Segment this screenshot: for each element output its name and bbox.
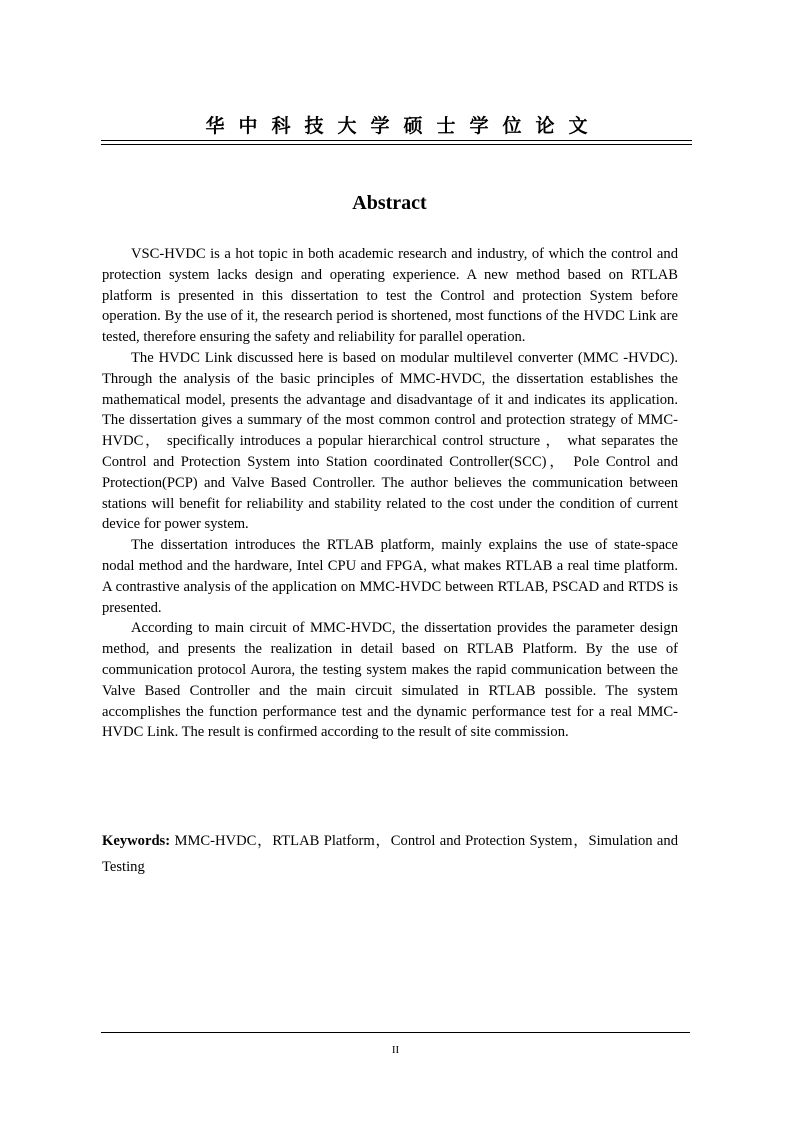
abstract-paragraph-2: The HVDC Link discussed here is based on modular multilevel converter (MMC -HVDC). Through the analysis of the basic principles of MMC-HVDC, the dissertation establishes the mathematical model, presents the advantage and disadvantage of it and indicates its application. The dissertation gives a summary of the most common control and protection strategy of MMC-HVDC， specifically introduces a popular hierarchical control structure ， what separates the Control and Protection System into Station coordinated Controller(SCC)， Pole Control and Protection(PCP) and Valve Based Controller. The author believes the communication between stations will benefit for reliability and stability related to the cost under the condition of current device for power system.: [102, 349, 678, 533]
header-rule-thick: [101, 140, 692, 141]
abstract-heading: Abstract: [352, 192, 427, 214]
running-header: 华中科技大学硕士学位论文: [205, 115, 602, 137]
abstract-paragraph-4: According to main circuit of MMC-HVDC, the dissertation provides the parameter design method, and presents the realization in detail based on RTLAB Platform. By the use of communication protocol Aurora, the testing system makes the rapid communication between the Valve Based Controller and the main circuit simulated in RTLAB possible. The system accomplishes the function performance test and the dynamic performance test for a real MMC-HVDC Link. The result is confirmed according to the result of site commission.: [102, 620, 678, 741]
header-rule-thin: [101, 144, 692, 145]
abstract-paragraph-1: VSC-HVDC is a hot topic in both academic research and industry, of which the control and protection system lacks design and operating experience. A new method based on RTLAB platform is presented in this dissertation to test the Control and protection System before operation. By the use of it, the research period is shortened, most functions of the HVDC Link are tested, therefore ensuring the safety and reliability for parallel operation.: [102, 246, 678, 346]
footer-rule: [101, 1032, 690, 1033]
abstract-body: [102, 244, 678, 743]
keywords-text: MMC-HVDC，RTLAB Platform，Control and Protection System，Simulation and Testing: [102, 833, 678, 875]
page-number: II: [391, 1044, 400, 1056]
abstract-paragraph-3: The dissertation introduces the RTLAB platform, mainly explains the use of state-space nodal method and the hardware, Intel CPU and FPGA, what makes RTLAB a real time platform. A contrastive analysis of the application on MMC-HVDC between RTLAB, PSCAD and RTDS is presented.: [102, 537, 678, 616]
keywords-label: Keywords:: [102, 833, 171, 849]
keywords: [102, 828, 678, 880]
